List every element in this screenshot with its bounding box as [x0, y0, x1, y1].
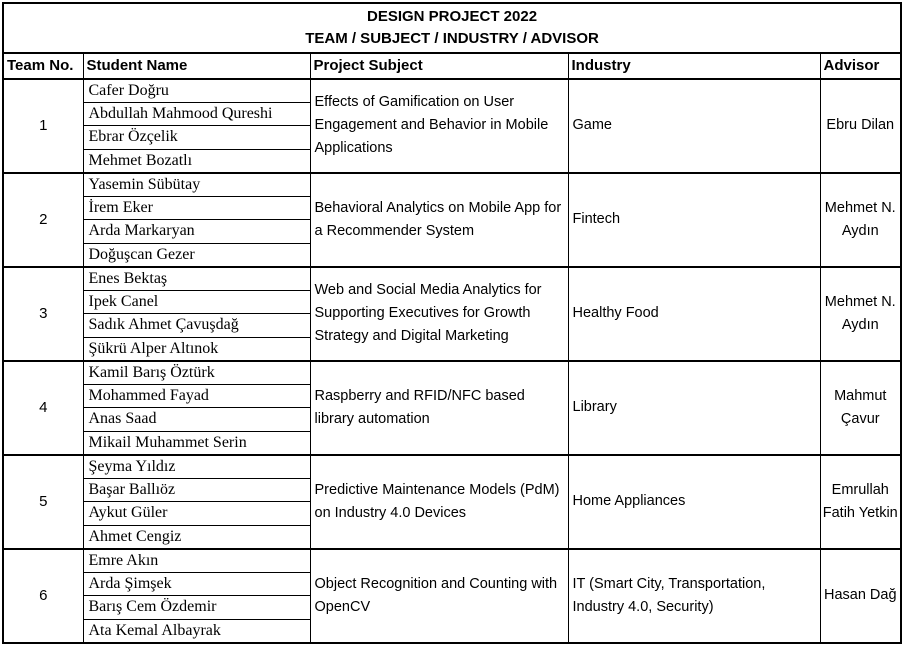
industry-cell: Library	[568, 361, 820, 455]
industry-cell: Home Appliances	[568, 455, 820, 549]
column-header-advisor: Advisor	[820, 53, 901, 79]
team-number-cell: 6	[3, 549, 83, 643]
student-name-cell: Sadık Ahmet Çavuşdağ	[83, 314, 310, 338]
industry-cell: Healthy Food	[568, 267, 820, 361]
student-name-cell: Mehmet Bozatlı	[83, 149, 310, 173]
team-number-cell: 2	[3, 173, 83, 267]
student-name-cell: Şükrü Alper Altınok	[83, 337, 310, 361]
student-name-cell: Doğuşcan Gezer	[83, 243, 310, 267]
teams-body	[3, 79, 901, 643]
project-subject-cell: Predictive Maintenance Models (PdM) on Industry 4.0 Devices	[310, 455, 568, 549]
project-subject-cell: Object Recognition and Counting with OpenCV	[310, 549, 568, 643]
advisor-cell: Ebru Dilan	[820, 79, 901, 173]
student-name-cell: Ata Kemal Albayrak	[83, 619, 310, 643]
student-name-cell: Arda Şimşek	[83, 572, 310, 596]
column-header-student-name: Student Name	[83, 53, 310, 79]
student-name-cell: Ebrar Özçelik	[83, 126, 310, 150]
student-name-cell: Ahmet Cengiz	[83, 525, 310, 549]
team-number-cell: 5	[3, 455, 83, 549]
advisor-cell: Mehmet N. Aydın	[820, 267, 901, 361]
title-row	[3, 3, 901, 53]
project-subject-cell: Web and Social Media Analytics for Supporting Executives for Growth Strategy and Digital Marketing	[310, 267, 568, 361]
student-name-cell: Abdullah Mahmood Qureshi	[83, 102, 310, 126]
team-3-row-1	[3, 267, 901, 291]
student-name-cell: Enes Bektaş	[83, 267, 310, 291]
student-name-cell: Aykut Güler	[83, 502, 310, 526]
industry-cell: Game	[568, 79, 820, 173]
title-line-1: DESIGN PROJECT 2022	[366, 8, 538, 26]
column-header-industry: Industry	[568, 53, 820, 79]
student-name-cell: Yasemin Sübütay	[83, 173, 310, 197]
column-header-team-no: Team No.	[3, 53, 83, 79]
industry-cell: IT (Smart City, Transportation, Industry 4.0, Security)	[568, 549, 820, 643]
student-name-cell: İrem Eker	[83, 196, 310, 220]
design-project-table	[2, 2, 902, 644]
team-4-row-1	[3, 361, 901, 385]
student-name-cell: Barış Cem Özdemir	[83, 596, 310, 620]
advisor-cell: Emrullah Fatih Yetkin	[820, 455, 901, 549]
student-name-cell: Kamil Barış Öztürk	[83, 361, 310, 385]
student-name-cell: Ipek Canel	[83, 290, 310, 314]
advisor-cell: Mehmet N. Aydın	[820, 173, 901, 267]
team-5-row-1	[3, 455, 901, 479]
advisor-cell: Hasan Dağ	[820, 549, 901, 643]
student-name-cell: Arda Markaryan	[83, 220, 310, 244]
team-number-cell: 3	[3, 267, 83, 361]
column-header-row	[3, 53, 901, 79]
student-name-cell: Cafer Doğru	[83, 79, 310, 103]
team-2-row-1	[3, 173, 901, 197]
team-1-row-1	[3, 79, 901, 103]
project-subject-cell: Raspberry and RFID/NFC based library automation	[310, 361, 568, 455]
title-line-2: TEAM / SUBJECT / INDUSTRY / ADVISOR	[305, 30, 599, 48]
student-name-cell: Başar Ballıöz	[83, 478, 310, 502]
team-number-cell: 4	[3, 361, 83, 455]
project-subject-cell: Behavioral Analytics on Mobile App for a Recommender System	[310, 173, 568, 267]
column-header-project-subject: Project Subject	[310, 53, 568, 79]
team-number-cell: 1	[3, 79, 83, 173]
project-subject-cell: Effects of Gamification on User Engagement and Behavior in Mobile Applications	[310, 79, 568, 173]
advisor-cell: Mahmut Çavur	[820, 361, 901, 455]
student-name-cell: Şeyma Yıldız	[83, 455, 310, 479]
industry-cell: Fintech	[568, 173, 820, 267]
student-name-cell: Emre Akın	[83, 549, 310, 573]
student-name-cell: Mikail Muhammet Serin	[83, 431, 310, 455]
table-title-cell	[3, 3, 901, 53]
student-name-cell: Mohammed Fayad	[83, 384, 310, 408]
student-name-cell: Anas Saad	[83, 408, 310, 432]
team-6-row-1	[3, 549, 901, 573]
